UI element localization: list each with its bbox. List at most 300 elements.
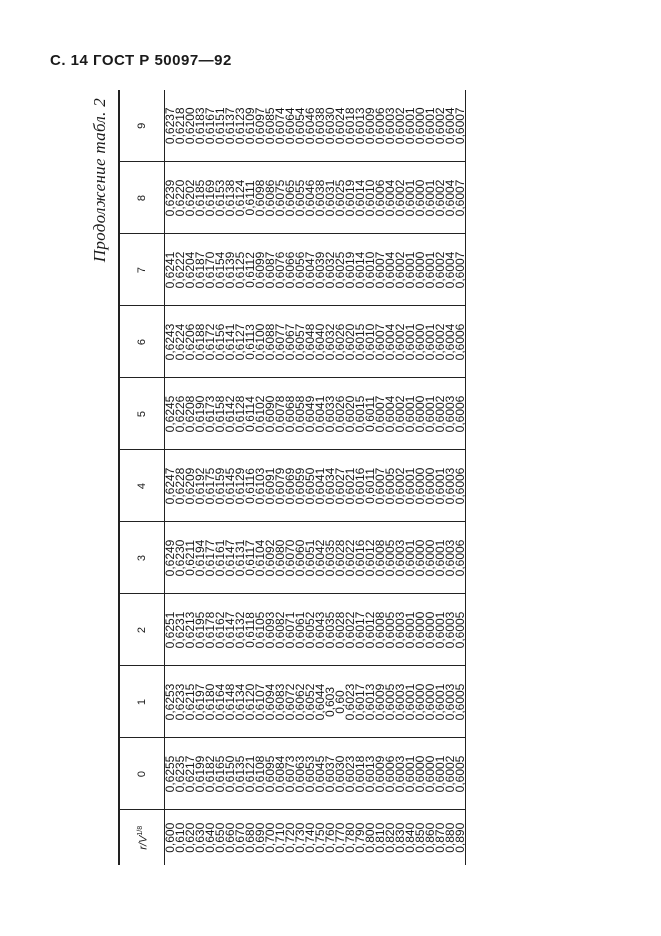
- value-cell: 0,6003: [443, 395, 457, 433]
- value-cell: 0,6180: [203, 683, 217, 721]
- column-header: 6: [119, 306, 165, 378]
- column-header: 5: [119, 378, 165, 450]
- value-cell: 0,6027: [333, 467, 347, 505]
- value-cell: 0,6162: [213, 611, 227, 649]
- value-cell: 0,6035: [323, 539, 337, 577]
- value-cell: 0,6000: [413, 539, 427, 577]
- column-values-cell: [365, 234, 466, 306]
- value-cell: 0,6074: [273, 107, 287, 145]
- value-cell: 0,6047: [303, 251, 317, 289]
- value-cell: 0,6083: [273, 683, 287, 721]
- value-cell: 0,6008: [373, 539, 387, 577]
- value-cell: 0,6002: [393, 179, 407, 217]
- value-cell: 0,6000: [423, 755, 437, 793]
- column-header: 4: [119, 450, 165, 522]
- value-cell: 0,6001: [403, 323, 417, 361]
- value-cell: 0,6209: [183, 467, 197, 505]
- value-cell: 0,650: [213, 822, 227, 853]
- column-values-cell: [265, 378, 365, 450]
- value-cell: 0,6220: [173, 179, 187, 217]
- value-cell: 0,6103: [253, 467, 267, 505]
- value-cell: 0,6000: [413, 611, 427, 649]
- value-cell: 0,6007: [373, 467, 387, 505]
- value-cell: 0,6008: [373, 611, 387, 649]
- value-cell: 0,860: [423, 822, 437, 853]
- value-cell: 0,6094: [263, 683, 277, 721]
- value-cell: 0,6044: [313, 683, 327, 721]
- value-cell: 0,6102: [253, 395, 267, 433]
- value-cell: 0,6185: [193, 179, 207, 217]
- value-cell: 0,6007: [453, 251, 467, 289]
- value-cell: 0,6092: [263, 539, 277, 577]
- column-values-cell: [365, 738, 466, 810]
- value-cell: 0,730: [293, 822, 307, 853]
- value-cell: 0,6006: [373, 179, 387, 217]
- value-cell: 0,6028: [333, 611, 347, 649]
- value-cell: 0,6071: [283, 611, 297, 649]
- value-cell: 0,6235: [173, 755, 187, 793]
- value-cell: 0,6088: [263, 323, 277, 361]
- value-cell: 0,6025: [333, 251, 347, 289]
- value-cell: 0,6231: [173, 611, 187, 649]
- value-cell: 0,750: [313, 822, 327, 853]
- value-cell: 0,6010: [363, 251, 377, 289]
- value-cell: 0,6040: [313, 323, 327, 361]
- value-cell: 0,6028: [333, 539, 347, 577]
- value-cell: 0,6066: [283, 251, 297, 289]
- table-row-group: [365, 90, 466, 865]
- value-cell: 0,6243: [163, 323, 177, 361]
- column-header: 8: [119, 162, 165, 234]
- value-cell: 0,6033: [323, 395, 337, 433]
- value-cell: 0,6165: [213, 755, 227, 793]
- value-cell: 0,6159: [213, 467, 227, 505]
- value-cell: 0,6046: [303, 107, 317, 145]
- value-cell: 0,6002: [433, 107, 447, 145]
- column-values-cell: [165, 450, 266, 522]
- value-cell: 0,6000: [413, 107, 427, 145]
- value-cell: 0,6013: [363, 683, 377, 721]
- value-cell: 0,6099: [253, 251, 267, 289]
- value-cell: 0,6134: [233, 683, 247, 721]
- value-cell: 0,6051: [303, 539, 317, 577]
- value-cell: 0,6022: [343, 539, 357, 577]
- value-cell: 0,6021: [343, 467, 357, 505]
- value-cell: 0,6158: [213, 395, 227, 433]
- value-cell: 0,6085: [263, 107, 277, 145]
- value-cell: 0,6038: [313, 179, 327, 217]
- value-cell: 0,6004: [443, 251, 457, 289]
- value-cell: 0,6059: [293, 467, 307, 505]
- value-cell: 0,6002: [393, 251, 407, 289]
- value-cell: 0,610: [173, 822, 187, 853]
- value-cell: 0,6218: [173, 107, 187, 145]
- value-cell: 0,6253: [163, 683, 177, 721]
- value-cell: 0,6039: [313, 251, 327, 289]
- value-cell: 0,6003: [393, 683, 407, 721]
- data-table: [118, 90, 466, 865]
- value-cell: 0,6217: [183, 755, 197, 793]
- column-values-cell: [165, 378, 266, 450]
- value-cell: 0,6187: [193, 251, 207, 289]
- value-cell: 0,6164: [213, 683, 227, 721]
- value-cell: 0,6015: [353, 395, 367, 433]
- value-cell: 0,6002: [433, 179, 447, 217]
- value-cell: 0,6001: [423, 251, 437, 289]
- value-cell: 0,6086: [263, 179, 277, 217]
- value-cell: 0,6041: [313, 467, 327, 505]
- value-cell: 0,6060: [293, 539, 307, 577]
- value-cell: 0,6006: [373, 107, 387, 145]
- value-cell: 0,6079: [273, 467, 287, 505]
- value-cell: 0,6128: [233, 395, 247, 433]
- value-cell: 0,6030: [333, 755, 347, 793]
- value-cell: 0,840: [403, 822, 417, 853]
- value-cell: 0,6052: [303, 611, 317, 649]
- value-cell: 0,6182: [203, 755, 217, 793]
- value-cell: 0,6150: [223, 755, 237, 793]
- value-cell: 0,6097: [253, 107, 267, 145]
- value-cell: 0,6095: [263, 755, 277, 793]
- value-cell: 0,6002: [393, 107, 407, 145]
- page-header: С. 14 ГОСТ Р 50097—92: [50, 52, 232, 69]
- value-cell: 0,6004: [443, 323, 457, 361]
- value-cell: 0,6055: [293, 179, 307, 217]
- value-cell: 0,6151: [213, 107, 227, 145]
- value-cell: 0,6030: [323, 107, 337, 145]
- column-values-cell: [165, 594, 266, 666]
- value-cell: 0,6011: [363, 396, 377, 432]
- value-cell: 0,6005: [383, 539, 397, 577]
- value-cell: 0,6038: [313, 107, 327, 145]
- column-values-cell: [365, 666, 466, 738]
- value-cell: 0,6048: [303, 323, 317, 361]
- value-cell: 0,6116: [243, 468, 257, 504]
- value-cell: 0,6213: [183, 611, 197, 649]
- value-cell: 0,6002: [433, 251, 447, 289]
- column-header: 1: [119, 666, 165, 738]
- value-cell: 0,6007: [373, 251, 387, 289]
- value-cell: 0,6032: [323, 251, 337, 289]
- value-cell: 0,790: [353, 822, 367, 853]
- value-cell: 0,6007: [373, 395, 387, 433]
- value-cell: 0,6016: [353, 539, 367, 577]
- value-cell: 0,6045: [313, 755, 327, 793]
- value-cell: 0,6154: [213, 251, 227, 289]
- value-cell: 0,6003: [393, 755, 407, 793]
- value-cell: 0,6013: [363, 755, 377, 793]
- column-values-cell: [265, 162, 365, 234]
- value-cell: 0,6001: [403, 467, 417, 505]
- value-cell: 0,6010: [363, 179, 377, 217]
- value-cell: 0,6175: [203, 467, 217, 505]
- column-values-cell: [265, 738, 365, 810]
- value-cell: 0,6046: [303, 179, 317, 217]
- header-row: [119, 90, 165, 865]
- value-cell: 0,6005: [453, 683, 467, 721]
- value-cell: 0,6153: [213, 179, 227, 217]
- column-values-cell: [365, 594, 466, 666]
- value-cell: 0,6042: [313, 539, 327, 577]
- value-cell: 0,6003: [443, 611, 457, 649]
- value-cell: 0,710: [273, 822, 287, 853]
- value-cell: 0,6112: [243, 252, 257, 288]
- value-cell: 0,6170: [203, 251, 217, 289]
- value-cell: 0,6004: [383, 179, 397, 217]
- value-cell: 0,6195: [193, 611, 207, 649]
- value-cell: 0,6018: [353, 755, 367, 793]
- column-values-cell: [165, 306, 266, 378]
- column-values-cell: [365, 522, 466, 594]
- value-cell: 0,6006: [383, 755, 397, 793]
- value-cell: 0,890: [453, 822, 467, 853]
- value-cell: 0,6005: [383, 467, 397, 505]
- value-cell: 0,6172: [203, 323, 217, 361]
- value-cell: 0,690: [253, 822, 267, 853]
- value-cell: 0,6145: [223, 467, 237, 505]
- value-cell: 0,6199: [193, 755, 207, 793]
- column-values-cell: [365, 378, 466, 450]
- value-cell: 0,6004: [383, 395, 397, 433]
- value-cell: 0,6202: [183, 179, 197, 217]
- value-cell: 0,6014: [353, 251, 367, 289]
- table-row-group: [165, 90, 266, 865]
- value-cell: 0,6125: [233, 251, 247, 289]
- column-header: 3: [119, 522, 165, 594]
- value-cell: 0,6003: [443, 539, 457, 577]
- value-cell: 0,6001: [423, 107, 437, 145]
- value-cell: 0,6001: [433, 539, 447, 577]
- value-cell: 0,6049: [303, 395, 317, 433]
- row-header-cell: [119, 810, 165, 865]
- value-cell: 0,6173: [203, 395, 217, 433]
- column-header: 2: [119, 594, 165, 666]
- column-values-cell: [265, 90, 365, 162]
- value-cell: 0,6001: [403, 251, 417, 289]
- column-values-cell: [265, 522, 365, 594]
- value-cell: 0,6002: [393, 395, 407, 433]
- value-cell: 0,6105: [253, 611, 267, 649]
- value-cell: 0,6020: [343, 395, 357, 433]
- value-cell: 0,6001: [433, 467, 447, 505]
- column-values-cell: [165, 738, 266, 810]
- value-cell: 0,6017: [353, 611, 367, 649]
- value-cell: 0,6056: [293, 251, 307, 289]
- value-cell: 0,660: [223, 822, 237, 853]
- value-cell: 0,6067: [283, 323, 297, 361]
- value-cell: 0,6009: [373, 755, 387, 793]
- value-cell: 0,6006: [453, 395, 467, 433]
- value-cell: 0,6124: [233, 179, 247, 217]
- value-cell: 0,6010: [363, 323, 377, 361]
- column-header: 9: [119, 90, 165, 162]
- value-cell: 0,6001: [403, 611, 417, 649]
- value-cell: 0,6018: [343, 107, 357, 145]
- value-cell: 0,60: [333, 690, 347, 714]
- value-cell: 0,6093: [263, 611, 277, 649]
- column-values-cell: [365, 162, 466, 234]
- value-cell: 0,6000: [413, 323, 427, 361]
- value-cell: 0,6001: [403, 755, 417, 793]
- table-row-group: [265, 90, 365, 865]
- value-cell: 0,6222: [173, 251, 187, 289]
- value-cell: 0,6005: [383, 611, 397, 649]
- value-cell: 0,6017: [353, 683, 367, 721]
- value-cell: 0,6114: [243, 396, 257, 432]
- value-cell: 0,6019: [343, 179, 357, 217]
- value-cell: 0,6065: [283, 179, 297, 217]
- value-cell: 0,6137: [223, 107, 237, 145]
- value-cell: 0,6247: [163, 467, 177, 505]
- value-cell: 0,6129: [233, 467, 247, 505]
- value-cell: 0,6002: [433, 323, 447, 361]
- column-values-cell: [165, 666, 266, 738]
- value-cell: 0,6000: [423, 467, 437, 505]
- value-cell: 0,6072: [283, 683, 297, 721]
- value-cell: 0,6007: [373, 323, 387, 361]
- value-cell: 0,780: [343, 822, 357, 853]
- value-cell: 0,6002: [443, 755, 457, 793]
- value-cell: 0,6019: [343, 251, 357, 289]
- value-cell: 0,6009: [363, 107, 377, 145]
- value-cell: 0,830: [393, 822, 407, 853]
- value-cell: 0,6006: [453, 467, 467, 505]
- column-values-cell: [365, 306, 466, 378]
- value-cell: 0,850: [413, 822, 427, 853]
- value-cell: 0,6127: [233, 323, 247, 361]
- value-cell: 0,6002: [393, 323, 407, 361]
- value-cell: 0,6001: [423, 323, 437, 361]
- value-cell: 0,6001: [403, 683, 417, 721]
- value-cell: 0,6069: [283, 467, 297, 505]
- value-cell: 0,6001: [403, 539, 417, 577]
- value-cell: 0,620: [183, 822, 197, 853]
- value-cell: 0,6050: [303, 467, 317, 505]
- value-cell: 0,6004: [443, 107, 457, 145]
- value-cell: 0,6148: [223, 683, 237, 721]
- value-cell: 0,770: [333, 822, 347, 853]
- value-cell: 0,6000: [413, 179, 427, 217]
- value-cell: 0,6012: [363, 539, 377, 577]
- value-cell: 0,6013: [353, 107, 367, 145]
- value-cell: 0,6239: [163, 179, 177, 217]
- value-cell: 0,6121: [243, 755, 257, 793]
- column-values-cell: [165, 522, 266, 594]
- value-cell: 0,6001: [423, 395, 437, 433]
- value-cell: 0,6211: [183, 540, 197, 576]
- value-cell: 0,6001: [433, 755, 447, 793]
- table-caption: Продолжение табл. 2: [90, 98, 109, 263]
- value-cell: 0,6080: [273, 539, 287, 577]
- value-cell: 0,6012: [363, 611, 377, 649]
- value-cell: 0,6062: [293, 683, 307, 721]
- column-values-cell: [365, 90, 466, 162]
- value-cell: 0,6131: [233, 539, 247, 577]
- value-cell: 0,6082: [273, 611, 287, 649]
- value-cell: 0,6090: [263, 395, 277, 433]
- value-cell: 0,6113: [243, 324, 257, 360]
- value-cell: 0,6063: [293, 755, 307, 793]
- value-cell: 0,600: [163, 822, 177, 853]
- value-cell: 0,6000: [423, 539, 437, 577]
- value-cell: 0,6135: [233, 755, 247, 793]
- value-cell: 0,6026: [333, 395, 347, 433]
- value-cell: 0,6016: [353, 467, 367, 505]
- value-cell: 0,6117: [243, 540, 257, 576]
- value-cell: 0,6001: [403, 179, 417, 217]
- value-cell: 0,6023: [343, 755, 357, 793]
- value-cell: 0,6007: [453, 107, 467, 145]
- value-cell: 0,6237: [163, 107, 177, 145]
- value-cell: 0,6230: [173, 539, 187, 577]
- column-values-cell: [265, 234, 365, 306]
- value-cell: 0,6022: [343, 611, 357, 649]
- value-cell: 0,6000: [413, 467, 427, 505]
- value-cell: 0,603: [323, 686, 337, 718]
- value-cell: 0,6064: [283, 107, 297, 145]
- value-cell: 0,6015: [353, 323, 367, 361]
- value-cell: 0,6001: [433, 683, 447, 721]
- value-cell: 0,6224: [173, 323, 187, 361]
- value-cell: 0,6142: [223, 395, 237, 433]
- column-values-cell: [265, 666, 365, 738]
- value-cell: 0,6255: [163, 755, 177, 793]
- value-cell: 0,6087: [263, 251, 277, 289]
- value-cell: 0,6052: [303, 683, 317, 721]
- row-header-sup: 1/8: [136, 825, 144, 836]
- column-values-cell: [165, 90, 266, 162]
- value-cell: 0,6188: [193, 323, 207, 361]
- value-cell: 0,6023: [343, 683, 357, 721]
- value-cell: 0,6178: [203, 611, 217, 649]
- value-cell: 0,6190: [193, 395, 207, 433]
- rotated-table-block: [90, 90, 575, 865]
- value-cell: 0,6107: [253, 683, 267, 721]
- value-cell: 0,6208: [183, 395, 197, 433]
- value-cell: 0,6120: [243, 683, 257, 721]
- value-cell: 0,760: [323, 822, 337, 853]
- value-cell: 0,6147: [223, 539, 237, 577]
- value-cell: 0,810: [373, 822, 387, 853]
- value-cell: 0,6005: [383, 683, 397, 721]
- value-cell: 0,6245: [163, 395, 177, 433]
- value-cell: 0,6111: [243, 180, 257, 216]
- value-cell: 0,6109: [243, 107, 257, 145]
- value-cell: 0,6183: [193, 107, 207, 145]
- value-cell: 0,6078: [273, 395, 287, 433]
- column-header: 7: [119, 234, 165, 306]
- value-cell: 0,700: [263, 822, 277, 853]
- value-cell: 0,6215: [183, 683, 197, 721]
- value-cell: 0,6228: [173, 467, 187, 505]
- value-cell: 0,6000: [423, 611, 437, 649]
- value-cell: 0,6104: [253, 539, 267, 577]
- r-values-cell: [365, 810, 466, 865]
- value-cell: 0,6035: [323, 611, 337, 649]
- value-cell: 0,6251: [163, 611, 177, 649]
- value-cell: 0,6031: [323, 179, 337, 217]
- value-cell: 0,6200: [183, 107, 197, 145]
- column-values-cell: [165, 234, 266, 306]
- value-cell: 0,6041: [313, 395, 327, 433]
- value-cell: 0,6026: [333, 323, 347, 361]
- r-values-cell: [165, 810, 266, 865]
- value-cell: 0,6091: [263, 467, 277, 505]
- value-cell: 0,6006: [453, 539, 467, 577]
- value-cell: 0,6100: [253, 323, 267, 361]
- value-cell: 0,6138: [223, 179, 237, 217]
- value-cell: 0,6192: [193, 467, 207, 505]
